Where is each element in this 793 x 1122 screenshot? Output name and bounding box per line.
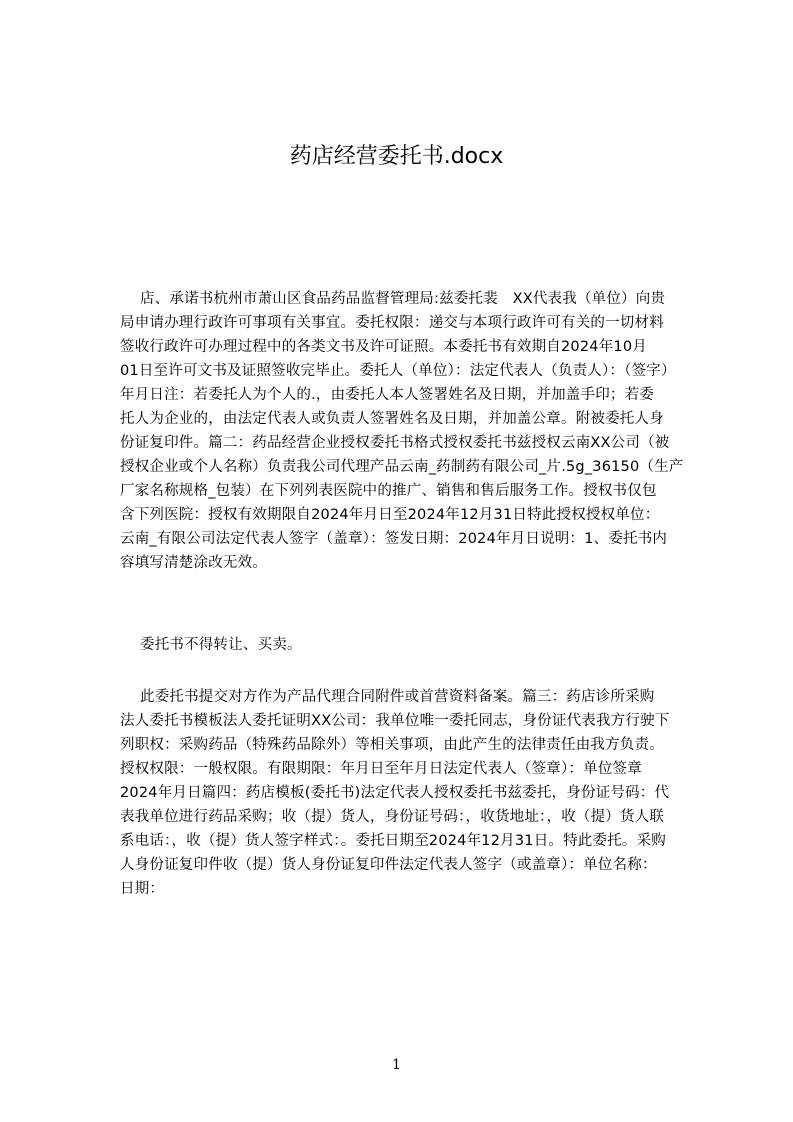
paragraph-line: 份证复印件。篇二：药品经营企业授权委托书格式授权委托书兹授权云南XX公司（被	[120, 435, 670, 451]
paragraph-line: 年月日注：若委托人为个人的.，由委托人本人签署姓名及日期，并加盖手印；若委	[120, 387, 655, 403]
paragraph-line: 法人委托书模板法人委托证明XX公司：我单位唯一委托同志，身份证代表我方行驶下	[120, 713, 670, 729]
paragraph-line: 日期：	[120, 881, 165, 897]
paragraph-line: 2024年月日篇四：药店模板(委托书)法定代表人授权委托书兹委托，身份证号码：代	[120, 785, 670, 801]
paragraph-line: 容填写清楚涂改无效。	[120, 555, 267, 571]
page-number: 1	[392, 1057, 401, 1073]
paragraph-line: 委托书不得转让、买卖。	[140, 637, 302, 653]
paragraph-line: 授权企业或个人名称）负责我公司代理产品云南_药制药有限公司_片.5g_36150（生产	[120, 459, 684, 475]
paragraph-line: 人身份证复印件收（提）货人身份证复印件法定代表人签字（或盖章）：单位名称：	[120, 857, 657, 873]
paragraph-1	[120, 287, 708, 575]
paragraph-line: 店、承诺书杭州市萧山区食品药品监督管理局:兹委托裴 XX代表我（单位）向贵	[140, 291, 666, 307]
paragraph-line: 签收行政许可办理过程中的各类文书及许可证照。本委托书有效期自2024年10月	[120, 339, 647, 355]
paragraph-line: 此委托书提交对方作为产品代理合同附件或首营资料备案。篇三：药店诊所采购	[140, 689, 655, 705]
paragraph-line: 01日至许可文书及证照签收完毕止。委托人（单位）：法定代表人（负责人）：（签字）	[120, 363, 676, 379]
paragraph-2	[120, 633, 708, 657]
paragraph-line: 系电话：，收（提）货人签字样式：。委托日期至2024年12月31日。特此委托。采购	[120, 833, 666, 849]
paragraph-3	[120, 685, 708, 901]
paragraph-line: 托人为企业的，由法定代表人或负责人签署姓名及日期，并加盖公章。附被委托人身	[120, 411, 664, 427]
paragraph-line: 表我单位进行药品采购；收（提）货人，身份证号码：，收货地址：，收（提）货人联	[120, 809, 665, 825]
document-title: 药店经营委托书.docx	[289, 144, 504, 169]
paragraph-line: 云南_有限公司法定代表人签字（盖章）：签发日期：2024年月日说明：1、委托书内	[120, 531, 668, 547]
paragraph-line: 列职权：采购药品（特殊药品除外）等相关事项，由此产生的法律责任由我方负责。	[120, 737, 664, 753]
paragraph-line: 局申请办理行政许可事项有关事宜。委托权限：递交与本项行政许可有关的一切材料	[120, 315, 664, 331]
paragraph-line: 含下列医院：授权有效期限自2024年月日至2024年12月31日特此授权授权单位：	[120, 507, 660, 523]
paragraph-line: 厂家名称规格_包装）在下列列表医院中的推广、销售和售后服务工作。授权书仅包	[120, 483, 657, 499]
paragraph-line: 授权权限：一般权限。有限期限：年月日至年月日法定代表人（签章）：单位签章	[120, 761, 642, 777]
